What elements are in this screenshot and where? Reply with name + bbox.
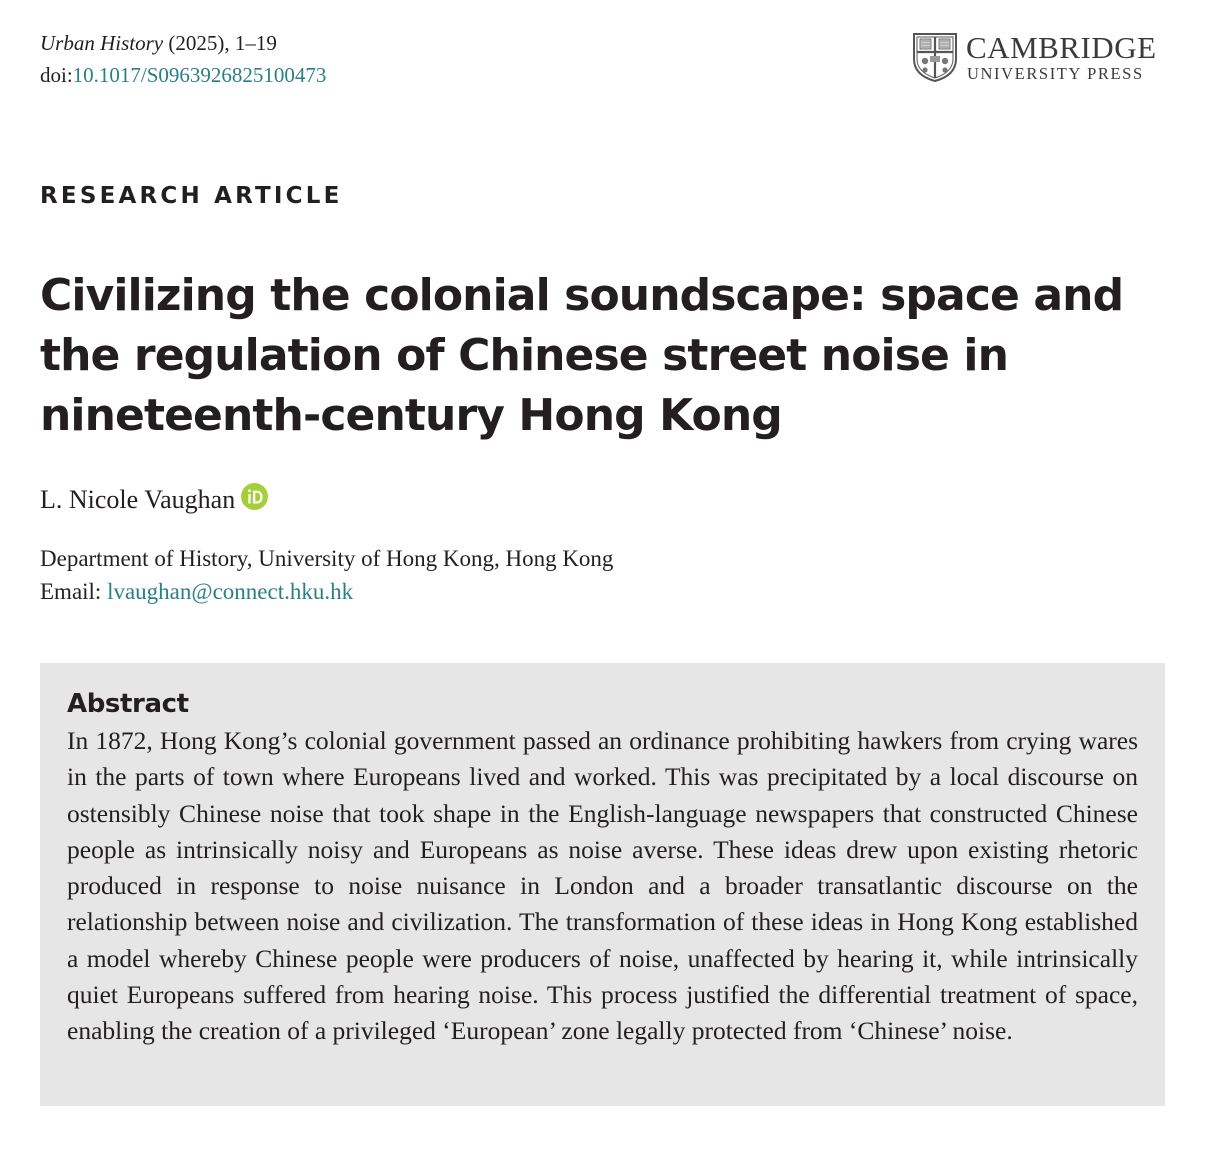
affiliation-block (40, 542, 613, 608)
article-type-label: RESEARCH ARTICLE (40, 183, 343, 209)
author-line (40, 484, 268, 516)
publisher-logo (912, 32, 1168, 84)
publisher-subname: UNIVERSITY PRESS (967, 64, 1144, 83)
journal-name: Urban History (40, 31, 164, 55)
publisher-name: CAMBRIDGE (966, 30, 1157, 65)
doi-line (40, 61, 326, 89)
doi-link[interactable]: 10.1017/S0963926825100473 (72, 63, 327, 87)
email-label: Email: (40, 579, 102, 604)
email-link[interactable]: lvaughan@connect.hku.hk (107, 579, 354, 604)
article-title: Civilizing the colonial soundscape: space and the regulation of Chinese street noise in nineteenth-century Hong Kong (40, 270, 1124, 441)
journal-citation (40, 29, 277, 57)
email-line (40, 575, 613, 608)
affiliation: Department of History, University of Hong Kong, Hong Kong (40, 546, 614, 571)
cambridge-crest-icon (912, 32, 958, 82)
abstract-heading: Abstract (67, 689, 189, 719)
journal-details: (2025), 1–19 (163, 31, 277, 55)
doi-prefix: doi: (40, 63, 73, 87)
orcid-icon[interactable] (241, 483, 268, 510)
author-name: L. Nicole Vaughan (40, 485, 236, 514)
abstract-text: In 1872, Hong Kong’s colonial government passed an ordinance prohibiting hawkers from crying wares in the parts of town where Europeans lived and worked. This was precipitated by a local discourse on ostensibly Chinese noise that took shape in the English-language newspapers that constructed Chinese people as intrinsically noisy and Europeans as noise averse. These ideas drew upon existing rhetoric produced in response to noise nuisance in London and a broader transatlantic discourse on the relationship between noise and civilization. The transformation of these ideas in Hong Kong established a model whereby Chinese people were producers of noise, unaffected by hearing it, while intrinsically quiet Europeans suffered from hearing noise. This process justified the differential treatment of space, enabling the creation of a privileged ‘European’ zone legally protected from ‘Chinese’ noise. (67, 726, 1138, 1046)
abstract-box (40, 663, 1165, 1106)
